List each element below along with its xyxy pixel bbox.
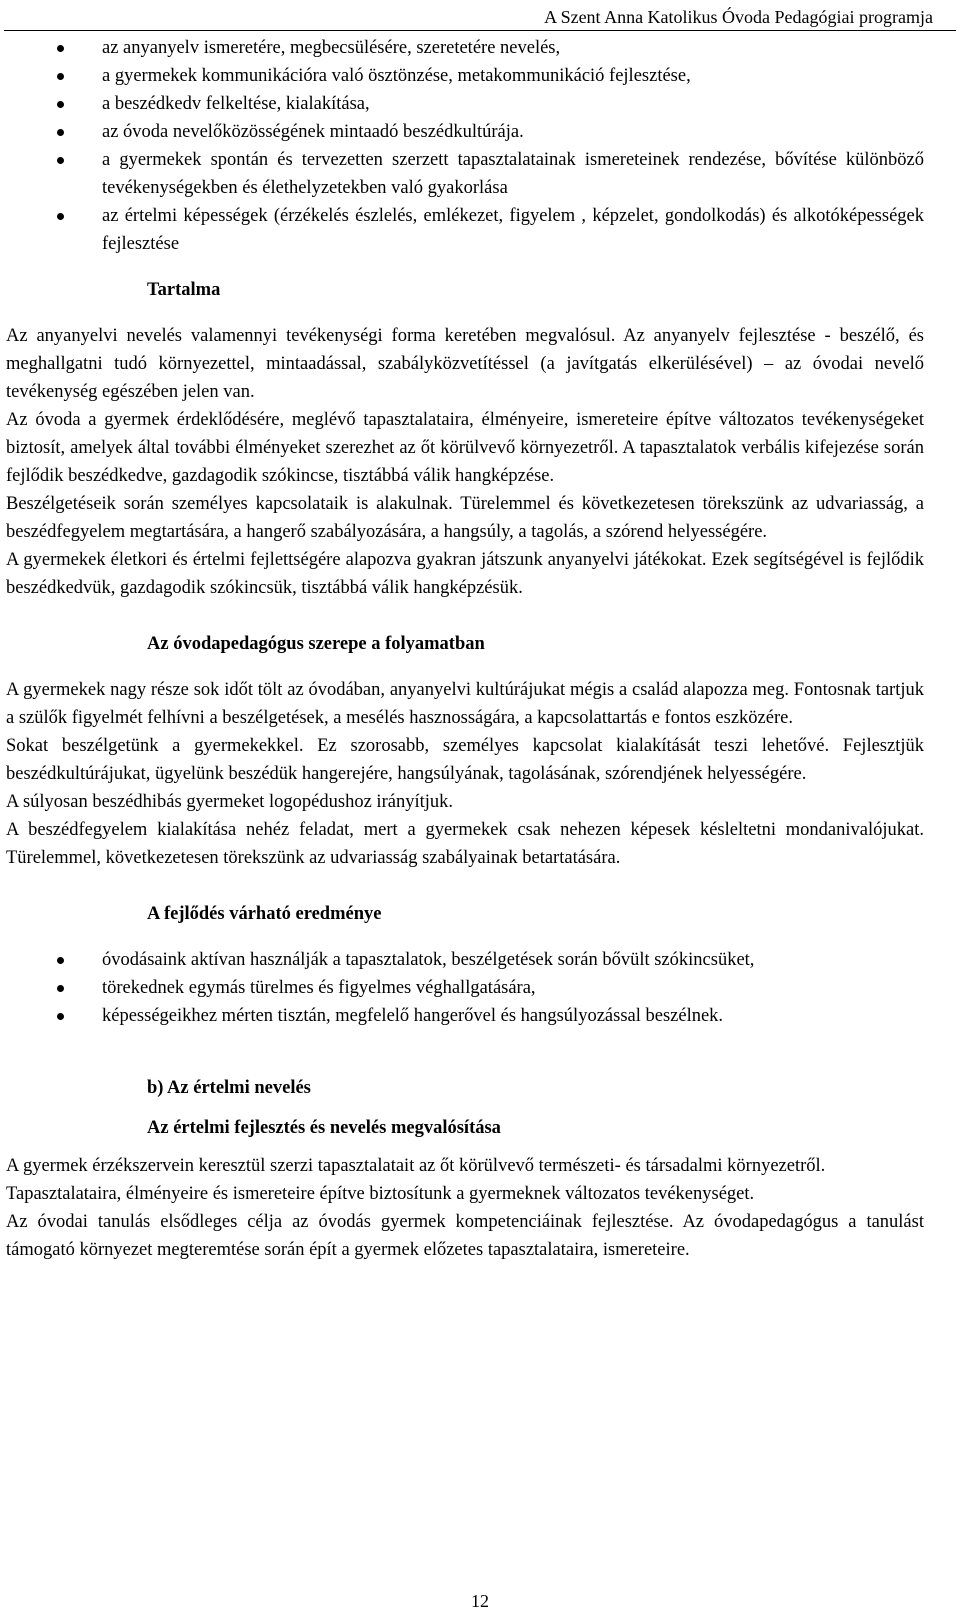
paragraph: A beszédfegyelem kialakítása nehéz feladat, mert a gyermekek csak nehezen képesek késleltetni mondanivalójukat. Türelemmel, következetesen törekszünk az udvariasság szabályainak betartatására. <box>6 820 924 868</box>
section-heading-varhato-eredmeny: A fejlődés várható eredménye <box>147 904 382 924</box>
paragraph: Tapasztalataira, élményeire és ismereteire építve biztosítunk a gyermeknek változatos tevékenységet. <box>6 1184 755 1204</box>
bullet-item: képességeikhez mérten tisztán, megfelelő hangerővel és hangsúlyozással beszélnek. <box>6 1002 924 1030</box>
bullet-item: a beszédkedv felkeltése, kialakítása, <box>6 90 924 118</box>
paragraph: A gyermekek életkori és értelmi fejlettségére alapozva gyakran játszunk anyanyelvi játékokat. Ezek segítségével is fejlődik beszédkedvük, gazdagodik szókincsük, tisztábbá válik hangképzésük. <box>6 550 924 598</box>
section-heading-pedagogus-szerepe: Az óvodapedagógus szerepe a folyamatban <box>147 634 485 654</box>
bullet-item: az értelmi képességek (érzékelés észlelés, emlékezet, figyelem , képzelet, gondolkodás) és alkotóképességek fejlesztése <box>6 202 924 258</box>
paragraph: Az óvoda a gyermek érdeklődésére, meglévő tapasztalataira, élményeire, ismereteire építve változatos tevékenységeket biztosít, amelyek által további élményeket szerezhet az őt körülvevő környezetről. A tapasztalatok verbális kifejezése során fejlődik beszédkedve, gazdagodik szókincse, tisztábbá válik hangképzése. <box>6 410 924 486</box>
bullet-icon <box>57 1013 64 1020</box>
bullet-icon <box>57 101 64 108</box>
paragraph: A gyermek érzékszervein keresztül szerzi tapasztalatait az őt körülvevő természeti- és társadalmi környezetről. <box>6 1156 826 1176</box>
bullet-icon <box>57 157 64 164</box>
paragraph: A gyermekek nagy része sok időt tölt az óvodában, anyanyelvi kultúrájukat mégis a család alapozza meg. Fontosnak tartjuk a szülők figyelmét felhívni a beszélgetések, a mesélés hasznosságára, a kapcsolattartás e fontos eszközére. <box>6 680 924 728</box>
bullet-item: törekednek egymás türelmes és figyelmes véghallgatására, <box>6 974 924 1002</box>
bullet-item: az anyanyelv ismeretére, megbecsülésére, szeretetére nevelés, <box>6 34 924 62</box>
paragraph: Beszélgetéseik során személyes kapcsolataik is alakulnak. Türelemmel és következetesen törekszünk az udvariasság, a beszédfegyelem megtartására, a hangerő szabályozására, a hangsúly, a tagolás, a szórend helyességére. <box>6 494 924 542</box>
bullet-icon <box>57 957 64 964</box>
results-bullet-list <box>6 946 924 1030</box>
running-header: A Szent Anna Katolikus Óvoda Pedagógiai programja <box>544 7 933 27</box>
page-content <box>6 34 924 1264</box>
bullet-item: óvodásaink aktívan használják a tapasztalatok, beszélgetések során bővült szókincsüket, <box>6 946 924 974</box>
page-number: 12 <box>471 1591 489 1611</box>
bullet-icon <box>57 45 64 52</box>
bullet-icon <box>57 73 64 80</box>
subheading-ertelmi-fejlesztes: Az értelmi fejlesztés és nevelés megvalósítása <box>147 1118 501 1138</box>
goals-bullet-list <box>6 34 924 258</box>
header-rule <box>4 30 956 31</box>
section-heading-tartalma: Tartalma <box>147 280 221 300</box>
paragraph: Az anyanyelvi nevelés valamennyi tevékenységi forma keretében megvalósul. Az anyanyelv fejlesztése - beszélő, és meghallgatni tudó környezettel, mintaadással, szabályközvetítéssel (a javítgatás elkerülésével) – az óvodai nevelő tevékenység egészében jelen van. <box>6 326 924 402</box>
bullet-item: a gyermekek spontán és tervezetten szerzett tapasztalatainak ismereteinek rendezése, bővítése különböző tevékenységekben és élethelyzetekben való gyakorlása <box>6 146 924 202</box>
paragraph: Az óvodai tanulás elsődleges célja az óvodás gyermek kompetenciáinak fejlesztése. Az óvodapedagógus a tanulást támogató környezet megteremtése során épít a gyermek előzetes tapasztalataira, ismereteire. <box>6 1212 924 1260</box>
paragraph: A súlyosan beszédhibás gyermeket logopédushoz irányítjuk. <box>6 792 453 812</box>
bullet-icon <box>57 213 64 220</box>
section-heading-ertelmi-neveles: b) Az értelmi nevelés <box>147 1078 311 1098</box>
bullet-item: az óvoda nevelőközösségének mintaadó beszédkultúrája. <box>6 118 924 146</box>
paragraph: Sokat beszélgetünk a gyermekekkel. Ez szorosabb, személyes kapcsolat kialakítását teszi lehetővé. Fejlesztjük beszédkultúrájukat, ügyelünk beszédük hangerejére, hangsúlyának, tagolásának, szórendjének helyességére. <box>6 736 924 784</box>
bullet-icon <box>57 129 64 136</box>
bullet-icon <box>57 985 64 992</box>
bullet-item: a gyermekek kommunikációra való ösztönzése, metakommunikáció fejlesztése, <box>6 62 924 90</box>
